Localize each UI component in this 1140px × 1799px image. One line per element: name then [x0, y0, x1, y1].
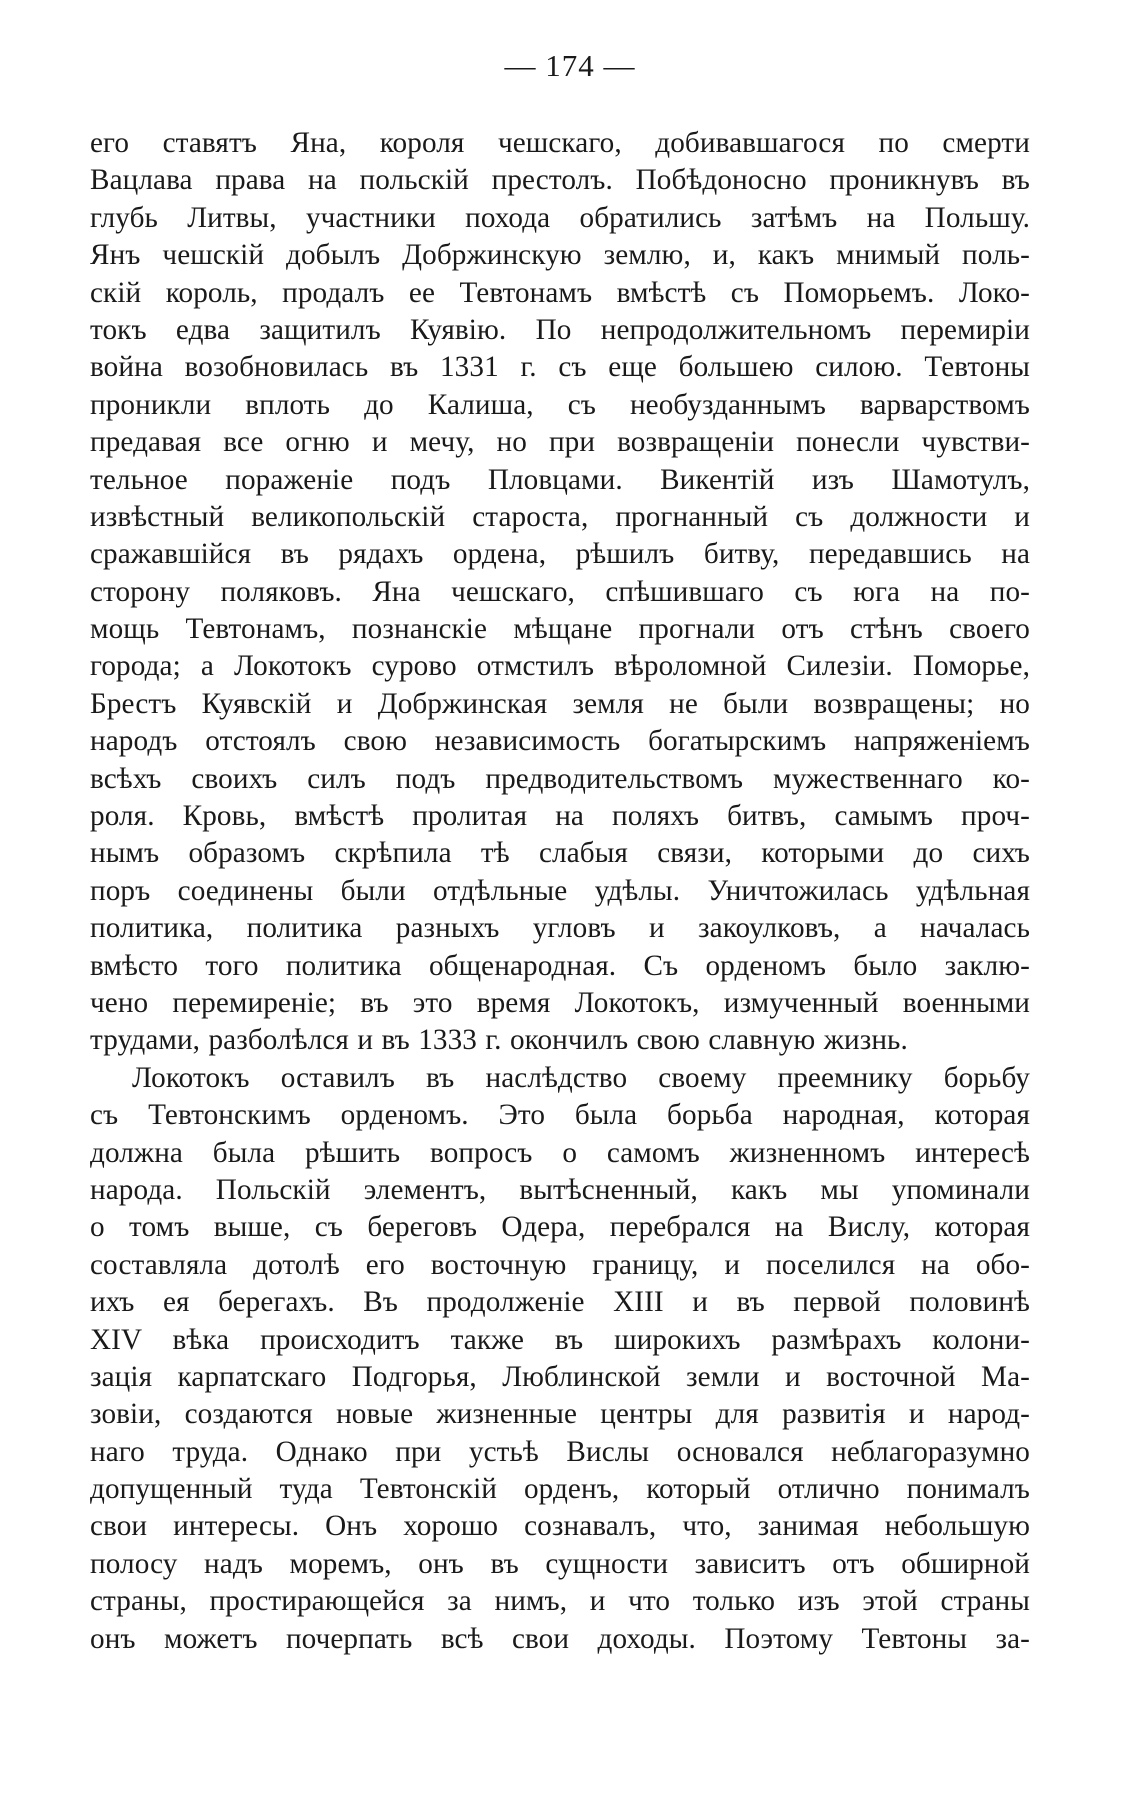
text-line: предавая все огню и мечу, но при возвращеніи понесли чувстви- [90, 426, 1030, 459]
text-line: вмѣсто того политика общенародная. Съ орденомъ было заклю- [90, 949, 1030, 982]
text-line: сражавшійся въ рядахъ ордена, рѣшилъ битву, передавшись на [90, 538, 1030, 571]
text-line: скій король, продалъ ее Тевтонамъ вмѣстѣ съ Поморьемъ. Локо- [90, 276, 1030, 309]
text-line: допущенный туда Тевтонскій орденъ, который отлично понималъ [90, 1473, 1030, 1506]
text-line: Локотокъ оставилъ въ наслѣдство своему преемнику борьбу [132, 1061, 1030, 1094]
paragraph-2 [90, 1060, 1030, 1658]
text-line: зація карпатскаго Подгорья, Люблинской земли и восточной Ма- [90, 1360, 1030, 1393]
text-line: токъ едва защитилъ Куявію. По непродолжительномъ перемиріи [90, 313, 1030, 346]
body-text [90, 125, 1030, 1658]
text-line: о томъ выше, съ береговъ Одера, перебрался на Вислу, которая [90, 1211, 1030, 1244]
text-line: политика, политика разныхъ угловъ и закоулковъ, а началась [90, 912, 1030, 945]
text-line: зовіи, создаются новые жизненные центры для развитія и народ- [90, 1398, 1030, 1431]
text-line: его ставятъ Яна, короля чешскаго, добивавшагося по смерти [90, 127, 1030, 159]
text-line: народа. Польскій элементъ, вытѣсненный, какъ мы упоминали [90, 1173, 1030, 1206]
text-line: полосу надъ моремъ, онъ въ сущности зависитъ отъ обширной [90, 1547, 1030, 1580]
text-line: поръ соединены были отдѣльные удѣлы. Уничтожилась удѣльная [90, 874, 1030, 907]
text-line: ихъ ея берегахъ. Въ продолженіе XIII и въ первой половинѣ [90, 1286, 1030, 1319]
text-line: съ Тевтонскимъ орденомъ. Это была борьба народная, которая [90, 1099, 1030, 1132]
text-line: народъ отстоялъ свою независимость богатырскимъ напряженіемъ [90, 725, 1030, 758]
text-line: Янъ чешскій добылъ Добржинскую землю, и, какъ мнимый поль- [90, 239, 1030, 272]
text-line: свои интересы. Онъ хорошо сознавалъ, что, занимая небольшую [90, 1510, 1030, 1543]
paragraph-1 [90, 125, 1030, 1060]
text-line: страны, простирающейся за нимъ, и что только изъ этой страны [90, 1585, 1030, 1618]
page-number: — 174 — [504, 48, 636, 83]
text-line: всѣхъ своихъ силъ подъ предводительствомъ мужественнаго ко- [90, 762, 1030, 795]
text-line: роля. Кровь, вмѣстѣ пролитая на поляхъ битвъ, самымъ проч- [90, 800, 1030, 833]
text-line: проникли вплоть до Калиша, съ необузданнымъ варварствомъ [90, 388, 1030, 421]
text-line: Брестъ Куявскій и Добржинская земля не были возвращены; но [90, 687, 1030, 720]
text-line: извѣстный великопольскій староста, прогнанный съ должности и [90, 500, 1030, 533]
text-line: составляла дотолѣ его восточную границу, и поселился на обо- [90, 1248, 1030, 1281]
text-line: наго труда. Однако при устьѣ Вислы основался неблагоразумно [90, 1435, 1030, 1468]
text-line: сторону поляковъ. Яна чешскаго, спѣшившаго съ юга на по- [90, 575, 1030, 608]
text-line: чено перемиреніе; въ это время Локотокъ, измученный военными [90, 986, 1030, 1019]
text-line: города; а Локотокъ сурово отмстилъ вѣроломной Силезіи. Поморье, [90, 650, 1030, 683]
text-line: тельное пораженіе подъ Пловцами. Викентій изъ Шамотулъ, [90, 463, 1030, 496]
text-line: трудами, разболѣлся и въ 1333 г. окончилъ свою славную жизнь. [90, 1024, 908, 1057]
text-line: нымъ образомъ скрѣпила тѣ слабыя связи, которыми до сихъ [90, 837, 1030, 870]
text-line: Вацлава права на польскій престолъ. Побѣдоносно проникнувъ въ [90, 164, 1030, 197]
text-line: глубь Литвы, участники похода обратились затѣмъ на Польшу. [90, 201, 1030, 234]
text-line: должна была рѣшить вопросъ о самомъ жизненномъ интересѣ [90, 1136, 1030, 1169]
text-line: мощь Тевтонамъ, познанскіе мѣщане прогнали отъ стѣнъ своего [90, 613, 1030, 646]
text-line: онъ можетъ почерпать всѣ свои доходы. Поэтому Тевтоны за- [90, 1622, 1030, 1655]
text-line: война возобновилась въ 1331 г. съ еще большею силою. Тевтоны [90, 351, 1030, 384]
text-line: XIV вѣка происходитъ также въ широкихъ размѣрахъ колони- [90, 1323, 1030, 1356]
